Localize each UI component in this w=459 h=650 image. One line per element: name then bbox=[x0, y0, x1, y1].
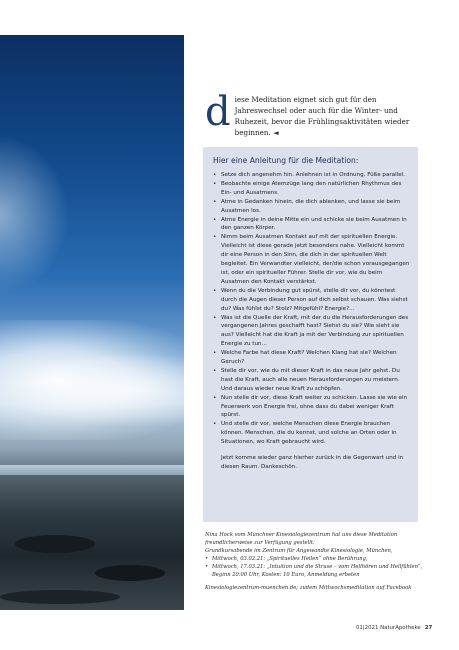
photo-rock bbox=[0, 590, 120, 604]
credits-heading: Grundkursabende im Zentrum für Angewandte Kinesiologie, München, bbox=[205, 547, 393, 554]
intro-text bbox=[205, 89, 430, 138]
instructions-list bbox=[213, 171, 410, 447]
instructions-box bbox=[203, 147, 418, 522]
instruction-item: • Stelle dir vor, wie du mit dieser Kraft in das neue Jahr gehst. Du hast die Kraft, auch alle neuen Herausforderungen zu meistern. Und daraus wieder neue Kraft zu schöpfen. bbox=[213, 367, 410, 394]
end-mark-icon: ◄ bbox=[273, 128, 279, 137]
instruction-item: • Was ist die Quelle der Kraft, mit der du die Herausforderungen des vergangenen Jahres geschafft hast? Siehst du sie? Wie sieht sie aus? Vielleicht hat die Kraft ja mit der Verbindung zur spirituellen Energie zu tun... bbox=[213, 314, 410, 350]
page-number: 27 bbox=[424, 625, 433, 631]
instruction-item: • Beobachte einige Atemzüge lang den natürlichen Rhythmus des Ein- und Ausatmens. bbox=[213, 180, 410, 198]
credits-item: • Mittwoch, 03.02.21: „Spirituelles Heilen“ ohne Berührung, bbox=[205, 556, 433, 564]
intro-paragraph bbox=[205, 89, 430, 138]
geyser-photo bbox=[0, 35, 184, 610]
instructions-title: Hier eine Anleitung für die Meditation: bbox=[213, 156, 359, 165]
credits bbox=[205, 532, 433, 593]
page-footer bbox=[356, 625, 432, 631]
credits-list bbox=[205, 556, 433, 580]
instructions-closing: Jetzt komme wieder ganz hierher zurück in die Gegenwart und in diesen Raum. Dankeschön. bbox=[221, 455, 404, 470]
drop-cap: d bbox=[205, 89, 231, 135]
instruction-item: • Nun stelle dir vor, diese Kraft weiter zu schicken. Lasse sie wie ein Feuerwerk von Energie frei, ohne dass du dabei weniger Kraft spürst. bbox=[213, 394, 410, 421]
instruction-item: • Und stelle dir vor, welche Menschen diese Energie brauchen können. Menschen, die du kennst, und solche an Orten oder in Situationen, wo Kraft gebraucht wird. bbox=[213, 420, 410, 447]
photo-steam bbox=[10, 355, 184, 425]
photo-rock bbox=[15, 535, 95, 553]
credits-item: • Mittwoch, 17.03.21: „Intuition und die Struse – vom Hellhören und Hellfühlen“, Beginn 20:00 Uhr, Kosten: 10 Euro, Anmeldung erbeten bbox=[205, 564, 433, 580]
instruction-item: • Nimm beim Ausatmen Kontakt auf mit der spirituellen Energie. Vielleicht ist diese gerade jetzt besonders nahe. Vielleicht kommt dir eine Person in den Sinn, die dich in der spirituellen Welt begleitet. Ein Verwandter vielleicht, der/die schon vorausgegangen ist, oder ein spiritueller Führer. Stelle dir vor, wie du beim Ausatmen den Kontakt verstärkst. bbox=[213, 233, 410, 286]
credits-intro: Nina Hock vom Münchner Kinesiologiezentrum hat uns diese Meditation freundlicherweise zur Verfügung gestellt: bbox=[205, 532, 398, 546]
issue-label: 01|2021 NaturApotheke bbox=[356, 625, 421, 631]
intro-body: iese Meditation eignet sich gut für den Jahreswechsel oder auch für die Winter- und Ruhezeit, bevor die Frühlingsaktivitäten wieder beginnen. bbox=[234, 95, 410, 137]
photo-rock bbox=[95, 565, 165, 581]
instruction-item: • Wenn du die Verbindung gut spürst, stelle dir vor, du könntest durch die Augen dieser Person auf dich selbst schauen. Was siehst du? Was fühlst du? Stolz? Mitgefühl? Energie?... bbox=[213, 287, 410, 314]
photo-spray bbox=[0, 135, 70, 295]
instruction-item: • Setze dich angenehm hin. Anlehnen ist in Ordnung, Füße parallel. bbox=[213, 171, 410, 180]
instruction-item: • Atme Energie in deine Mitte ein und schicke sie beim Ausatmen in den ganzen Körper. bbox=[213, 216, 410, 234]
instruction-item: • Atme in Gedanken hinein, die dich ablenken, und lasse sie beim Ausatmen los. bbox=[213, 198, 410, 216]
credits-website: Kinesiologiezentrum-muenchen.de; zudem Mittwochsmeditation auf Facebook bbox=[205, 585, 412, 592]
instruction-item: • Welche Farbe hat diese Kraft? Welchen Klang hat sie? Welchen Geruch? bbox=[213, 349, 410, 367]
